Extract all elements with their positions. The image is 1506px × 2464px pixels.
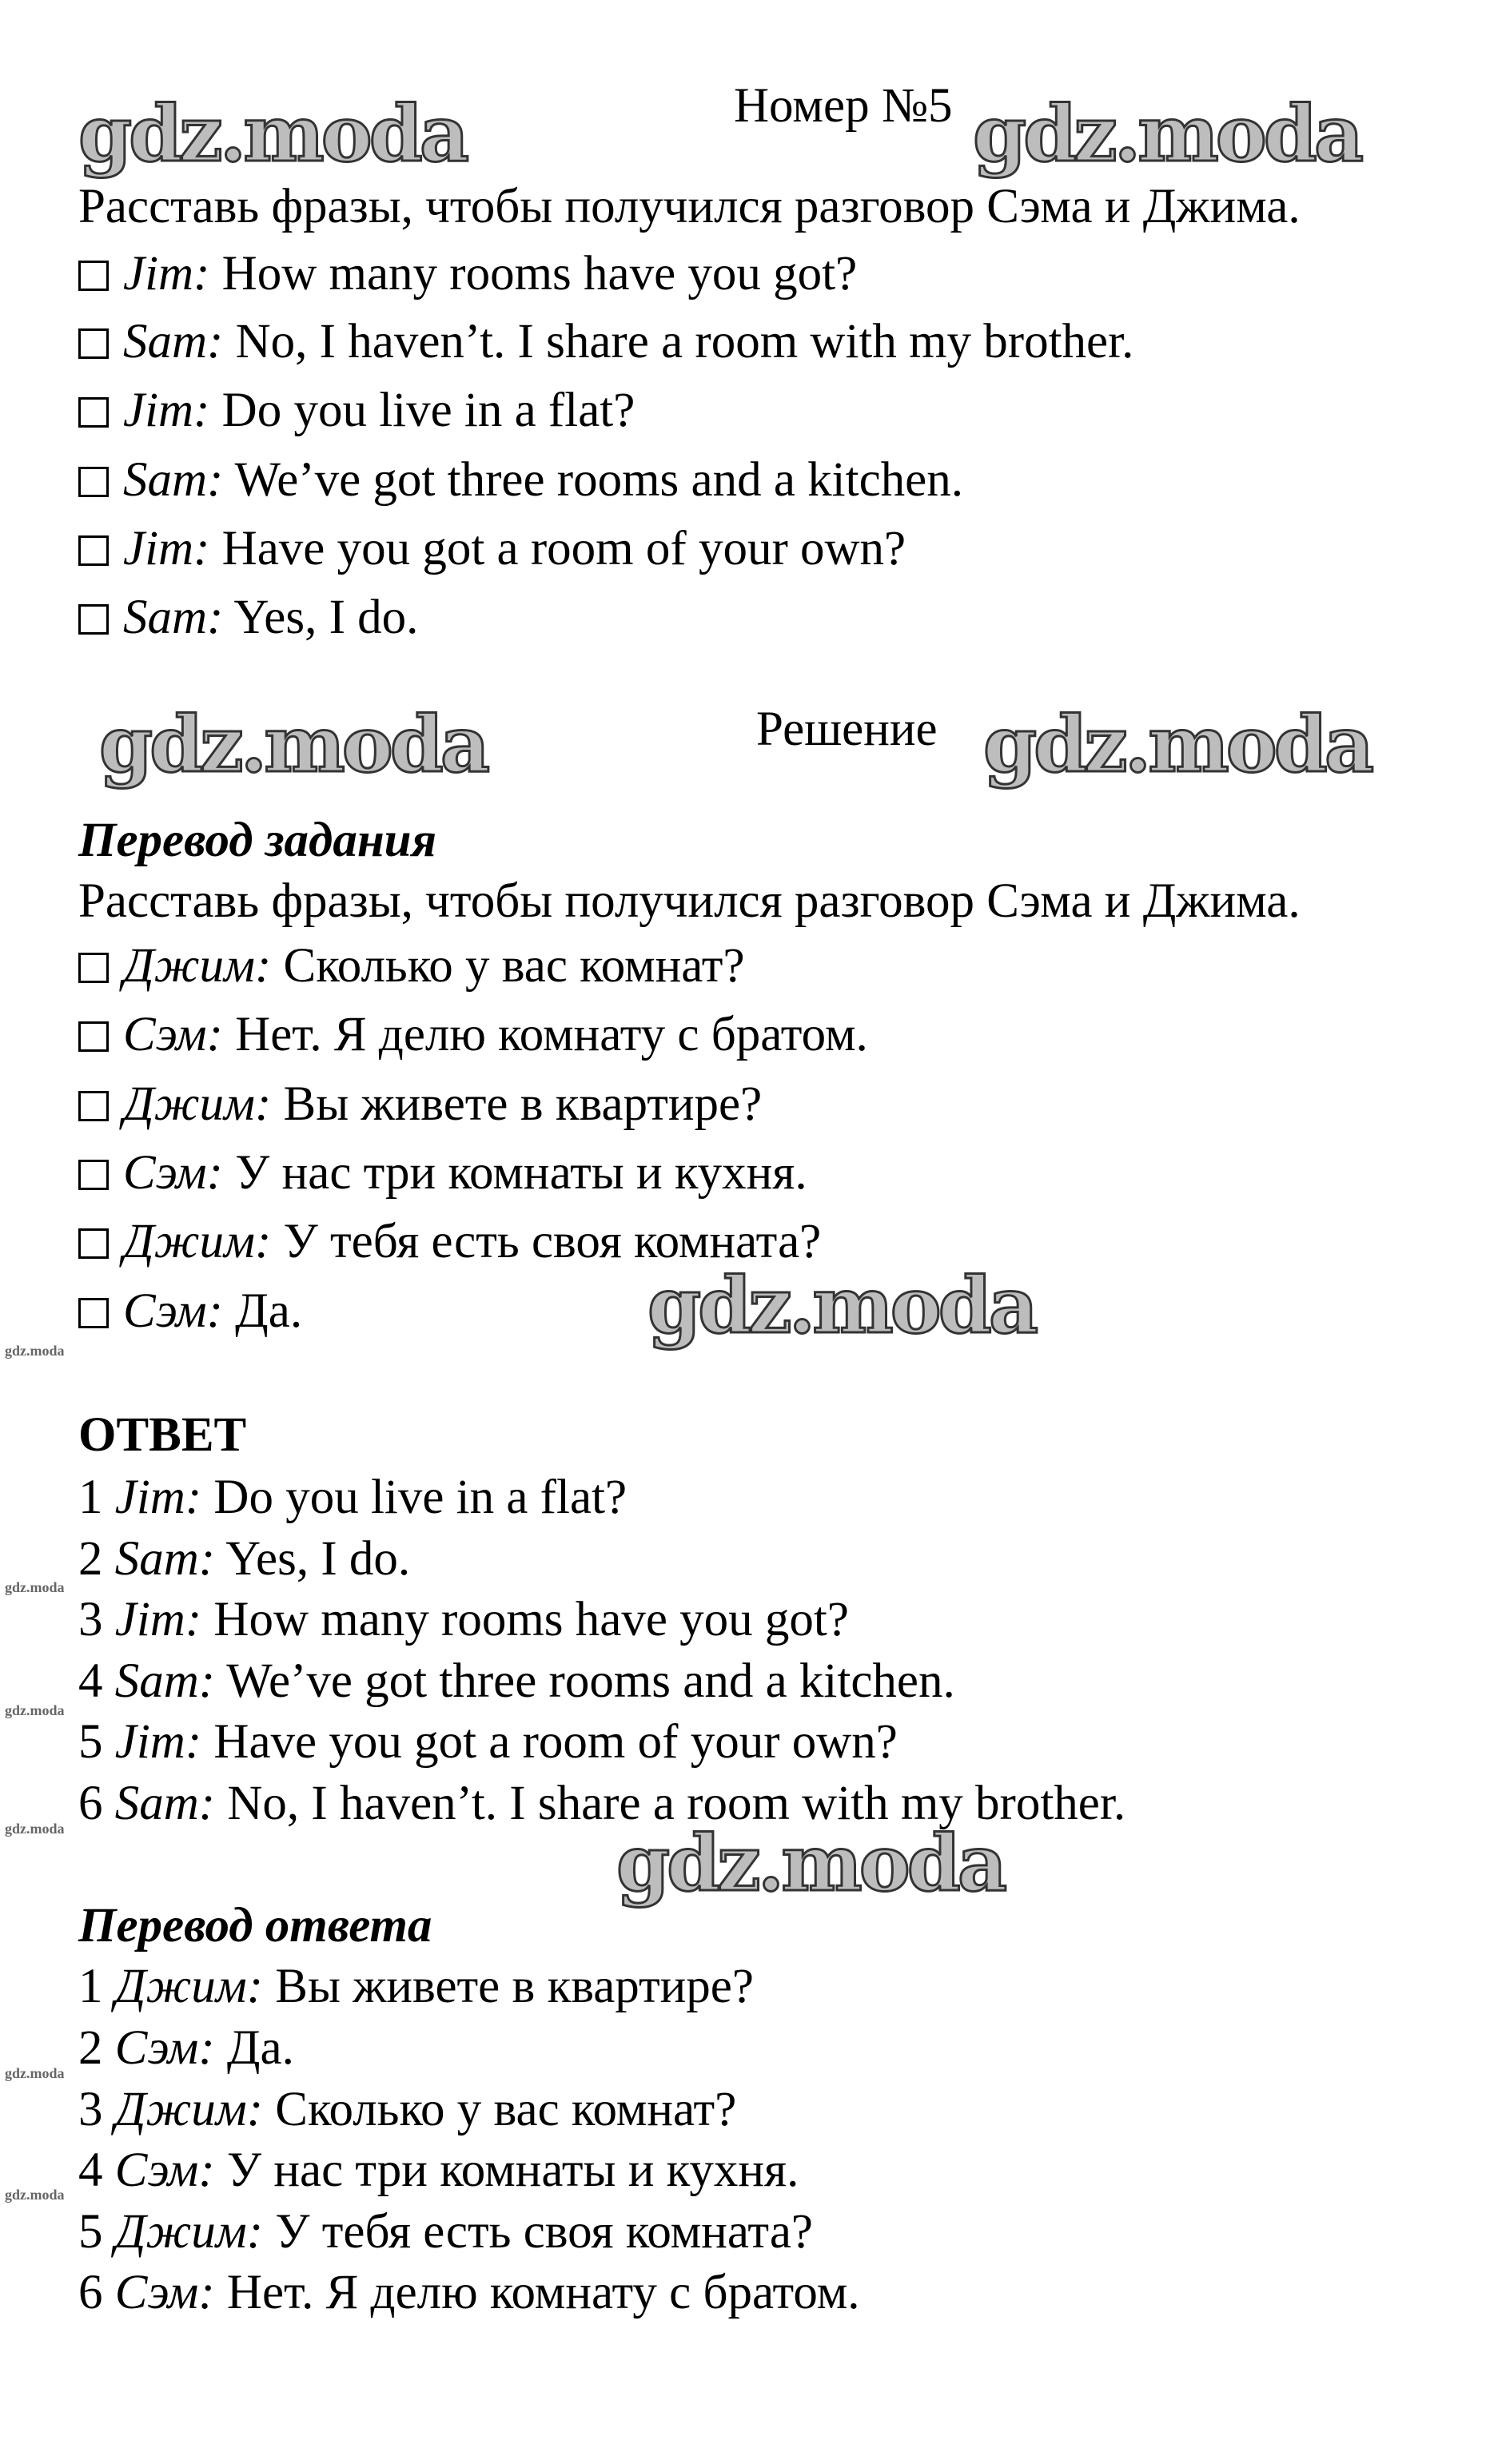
watermark-logo: gdz.moda bbox=[78, 89, 467, 179]
checkbox bbox=[78, 1160, 109, 1190]
translation-instruction: Расставь фразы, чтобы получился разговор Сэма и Джима. bbox=[78, 874, 1301, 928]
translation-line: Сэм: Нет. Я делю комнату с братом. bbox=[78, 1007, 868, 1063]
answer-translation-heading: Перевод ответа bbox=[78, 1899, 432, 1952]
answer-line: 5 Jim: Have you got a room of your own? bbox=[78, 1715, 898, 1769]
watermark-small: gdz.moda bbox=[5, 1821, 65, 1837]
exercise-title: Номер №5 bbox=[734, 79, 953, 133]
watermark-logo: gdz.moda bbox=[973, 89, 1361, 179]
checkbox bbox=[78, 397, 109, 428]
task-line: Sam: We’ve got three rooms and a kitchen. bbox=[78, 452, 963, 508]
solution-label: Решение bbox=[756, 703, 938, 756]
task-line: Jim: Have you got a room of your own? bbox=[78, 521, 906, 577]
watermark-small: gdz.moda bbox=[5, 1579, 65, 1595]
checkbox bbox=[78, 328, 109, 359]
checkbox bbox=[78, 1021, 109, 1052]
watermark-logo: gdz.moda bbox=[99, 699, 488, 790]
answer-line: 6 Sam: No, I haven’t. I share a room with my brother. bbox=[78, 1777, 1126, 1830]
checkbox bbox=[78, 1298, 109, 1328]
watermark-small: gdz.moda bbox=[5, 1343, 65, 1359]
answer-translation-line: 2 Сэм: Да. bbox=[78, 2021, 294, 2075]
watermark-logo: gdz.moda bbox=[616, 1818, 1005, 1909]
checkbox bbox=[78, 1228, 109, 1259]
checkbox bbox=[78, 535, 109, 566]
answer-translation-line: 1 Джим: Вы живете в квартире? bbox=[78, 1960, 754, 2013]
answer-translation-line: 3 Джим: Сколько у вас комнат? bbox=[78, 2083, 737, 2136]
translation-line: Джим: Сколько у вас комнат? bbox=[78, 938, 745, 994]
answer-heading: ОТВЕТ bbox=[78, 1408, 247, 1462]
checkbox bbox=[78, 261, 109, 291]
watermark-small: gdz.moda bbox=[5, 2187, 65, 2203]
watermark-small: gdz.moda bbox=[5, 2065, 65, 2081]
answer-translation-line: 4 Сэм: У нас три комнаты и кухня. bbox=[78, 2144, 799, 2197]
task-line: Jim: Do you live in a flat? bbox=[78, 383, 635, 439]
answer-line: 3 Jim: How many rooms have you got? bbox=[78, 1593, 849, 1646]
translation-line: Джим: Вы живете в квартире? bbox=[78, 1077, 762, 1132]
translation-heading: Перевод задания bbox=[78, 814, 437, 867]
translation-line: Джим: У тебя есть своя комната? bbox=[78, 1214, 821, 1270]
answer-line: 1 Jim: Do you live in a flat? bbox=[78, 1471, 628, 1524]
watermark-small: gdz.moda bbox=[5, 1702, 65, 1718]
translation-line: Сэм: Да. bbox=[78, 1284, 302, 1339]
task-line: Sam: Yes, I do. bbox=[78, 590, 418, 646]
answer-translation-line: 5 Джим: У тебя есть своя комната? bbox=[78, 2205, 813, 2259]
checkbox bbox=[78, 953, 109, 983]
checkbox bbox=[78, 1091, 109, 1121]
watermark-logo: gdz.moda bbox=[983, 699, 1372, 790]
checkbox bbox=[78, 604, 109, 635]
answer-line: 4 Sam: We’ve got three rooms and a kitchen. bbox=[78, 1654, 955, 1708]
answer-line: 2 Sam: Yes, I do. bbox=[78, 1532, 411, 1586]
translation-line: Сэм: У нас три комнаты и кухня. bbox=[78, 1145, 807, 1201]
task-line: Sam: No, I haven’t. I share a room with my brother. bbox=[78, 314, 1133, 370]
task-line: Jim: How many rooms have you got? bbox=[78, 246, 857, 302]
checkbox bbox=[78, 467, 109, 497]
watermark-logo: gdz.moda bbox=[647, 1260, 1036, 1351]
answer-translation-line: 6 Сэм: Нет. Я делю комнату с братом. bbox=[78, 2266, 860, 2319]
task-instruction: Расставь фразы, чтобы получился разговор Сэма и Джима. bbox=[78, 180, 1301, 233]
